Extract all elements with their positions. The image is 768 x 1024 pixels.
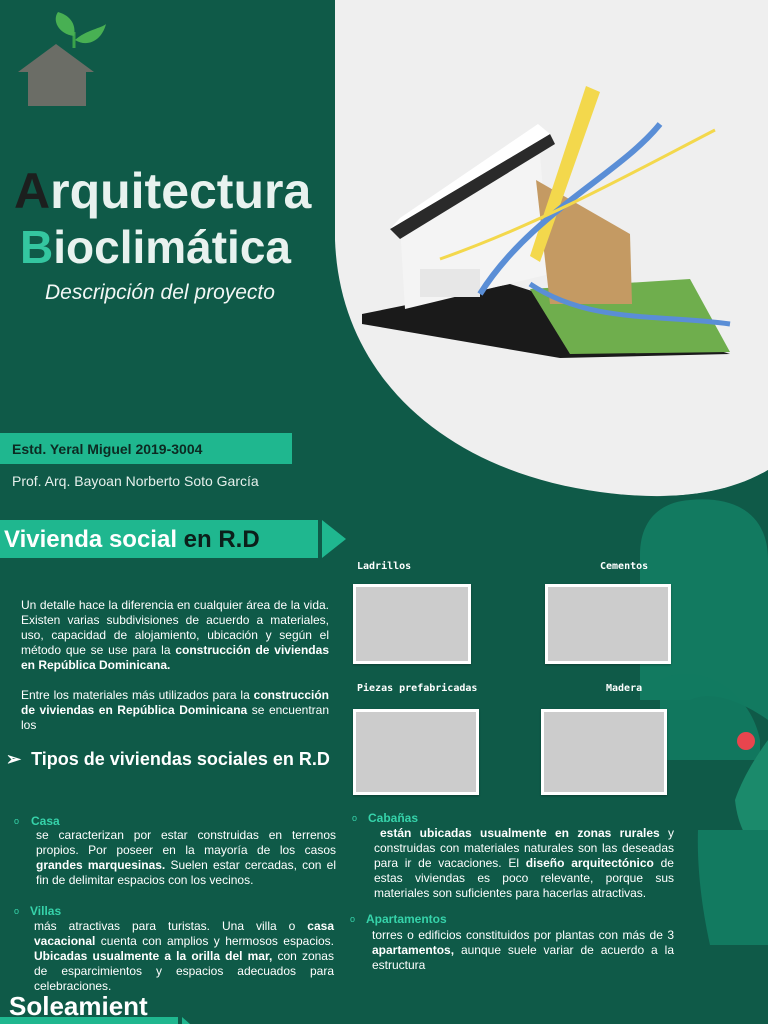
intro-paragraph-2: Entre los materiales más utilizados para la construcción de viviendas en República Dominicana se encuentran los xyxy=(21,688,330,732)
material-label-prefabricadas: Piezas prefabricadas xyxy=(357,683,478,694)
type-casa-text: se caracterizan por estar construidas en terrenos propios. Por poseer en la mayoría de los casos grandes marquesinas. Suelen estar cercadas, con el fin de delimitar espacios con los vecinos. xyxy=(36,828,336,887)
type-villas-heading: Villas xyxy=(30,904,62,918)
title-line-1: Arquitectura xyxy=(14,163,312,219)
type-cabanas-heading: Cabañas xyxy=(368,811,419,825)
type-apartamentos-text: torres o edificios constituidos por plantas con más de 3 apartamentos, aunque suele variar de acuerdo a la estructura xyxy=(372,928,674,972)
material-label-cementos: Cementos xyxy=(600,561,649,572)
footer-arrow-icon xyxy=(182,1017,190,1024)
type-villas-text: más atractivas para turistas. Una villa o casa vacacional cuenta con amplios y hermosos espacios. Ubicadas usualmente a la orilla del mar, con zonas de esparcimientos y espacios adecuados para celebraciones. xyxy=(34,919,334,993)
material-label-ladrillos: Ladrillos xyxy=(357,561,412,572)
section-title: Vivienda social en R.D xyxy=(4,526,260,553)
bullet-cabanas-icon: o xyxy=(352,813,358,823)
bricks-photo xyxy=(353,584,471,664)
type-cabanas-text: están ubicadas usualmente en zonas rurales y construidas con materiales naturales son las deseadas para ir de vacaciones. El diseño arquitectónico de estas viviendas es poco relevante, porque sus materiales son suficientes para hacerlas atractivas. xyxy=(374,826,674,900)
student-name: Estd. Yeral Miguel 2019-3004 xyxy=(12,441,203,457)
bullet-casa-icon: o xyxy=(14,816,20,826)
title-line-2: Bioclimática xyxy=(20,221,292,273)
professor-name: Prof. Arq. Bayoan Norberto Soto García xyxy=(12,473,259,489)
type-apartamentos-heading: Apartamentos xyxy=(366,912,447,926)
subtitle: Descripción del proyecto xyxy=(45,281,275,304)
wood-lumber-photo xyxy=(541,709,667,795)
prefab-panels-photo xyxy=(353,709,479,795)
bioclimatic-house-illustration xyxy=(360,84,740,358)
intro-paragraph-1: Un detalle hace la diferencia en cualquier área de la vida. Existen varias subdivisiones de acuerdo a materiales, uso, capacidad de alojamiento, ubicación y según el método que se use para la construcción de viviendas en República Dominicana. xyxy=(21,598,329,672)
arrow-bullet-icon: ➢ xyxy=(6,749,22,769)
house-leaf-logo xyxy=(14,10,108,110)
section-banner-arrow-icon xyxy=(322,520,346,558)
cement-photo xyxy=(545,584,671,664)
types-heading: ➢ Tipos de viviendas sociales en R.D xyxy=(6,749,330,769)
type-casa-heading: Casa xyxy=(31,814,60,828)
next-section-title: Soleamient xyxy=(9,991,148,1021)
bullet-apartamentos-icon: o xyxy=(350,914,356,924)
material-label-madera: Madera xyxy=(606,683,643,694)
bullet-villas-icon: o xyxy=(14,906,20,916)
